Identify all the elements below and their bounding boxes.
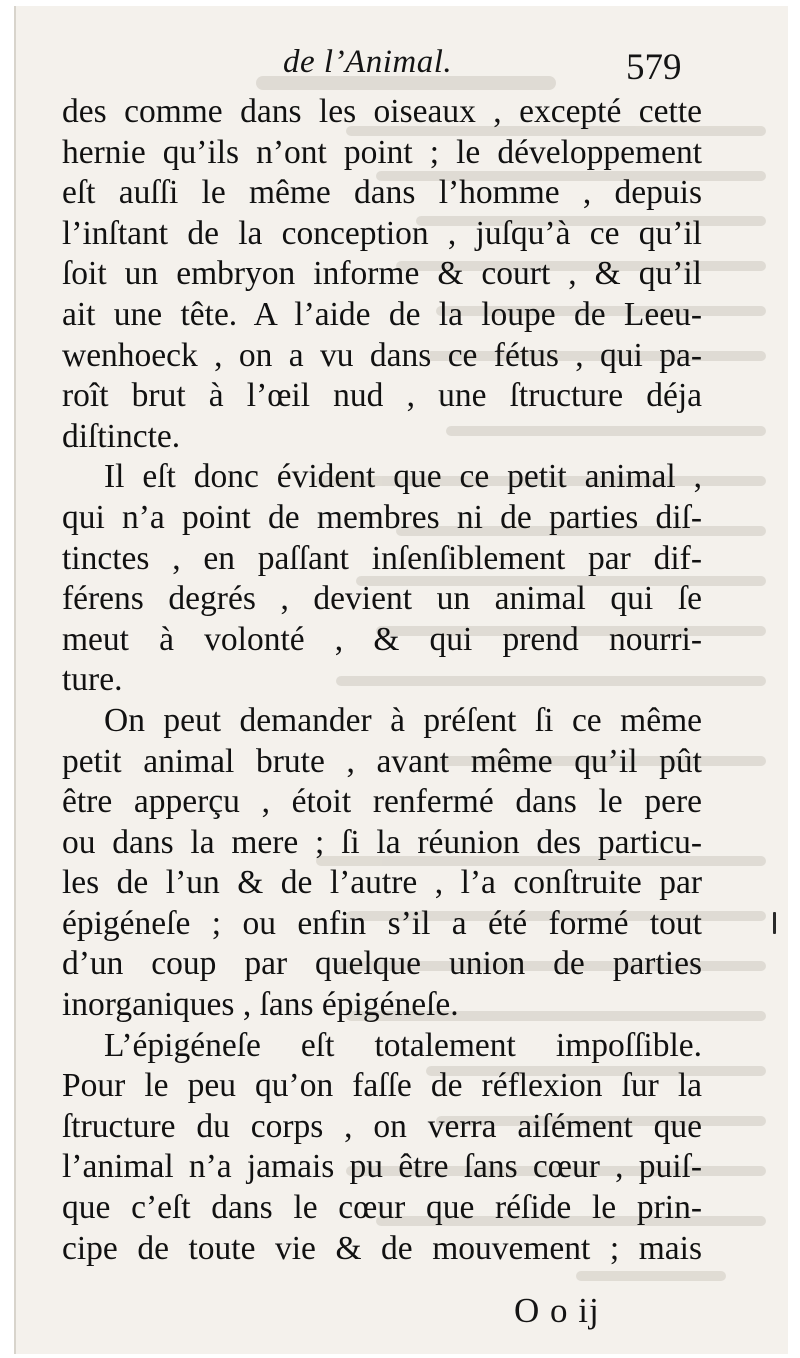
text-line: ou dans la mere ; ſi la réunion des particu- [62,823,702,861]
paragraph-4 [62,1026,702,1270]
text-line: ſtructure du corps , on verra aiſément que [62,1107,702,1145]
text-line: que c’eſt dans le cœur que réſide le prin- [62,1189,702,1227]
text-line: hernie qu’ils n’ont point ; le développement [62,133,702,171]
text-line: inorganiques , ſans épigéneſe. [62,986,459,1024]
paragraph-3 [62,701,702,1026]
text-line: cipe de toute vie & de mouvement ; mais [62,1229,702,1267]
page-number: 579 [626,47,682,88]
text-line: tinctes , en paſſant inſenſiblement par dif- [62,539,702,577]
text-line: ait une tête. A l’aide de la loupe de Leeu- [62,295,702,333]
text-line: férens degrés , devient un animal qui ſe [62,580,702,618]
signature-mark: O o ij [514,1291,600,1330]
text-line: petit animal brute , avant même qu’il pût [62,742,702,780]
text-line: épigéneſe ; ou enfin s’il a été formé tout [62,904,702,942]
text-line: Pour le peu qu’on faſſe de réflexion ſur la [62,1067,702,1105]
text-line: l’animal n’a jamais pu être ſans cœur , puiſ- [62,1148,702,1186]
text-line: eſt auſſi le même dans l’homme , depuis [62,174,702,212]
text-line: les de l’un & de l’autre , l’a conſtruite par [62,864,702,902]
text-line: wenhoeck , on a vu dans ce fétus , qui pa- [62,336,702,374]
text-line: ture. [62,661,123,699]
running-title: de l’Animal. [283,44,453,80]
body-text [62,92,702,1269]
text-line: ſoit un embryon informe & court , & qu’il [62,255,702,293]
text-line: diſtincte. [62,417,181,455]
text-line: d’un coup par quelque union de parties [62,945,702,983]
paragraph-2 [62,457,702,701]
paragraph-1 [62,92,702,457]
text-line: meut à volonté , & qui prend nourri- [62,620,702,658]
text-line: l’inſtant de la conception , juſqu’à ce qu’il [62,214,702,252]
text-line: On peut demander à préſent ſi ce même [104,701,702,739]
margin-mark [773,912,776,934]
text-line: Il eſt donc évident que ce petit animal , [104,458,702,496]
text-line: des comme dans les oiseaux , excepté cette [62,93,702,130]
text-line: qui n’a point de membres ni de parties diſ- [62,498,702,536]
text-line: roît brut à l’œil nud , une ſtructure déja [62,377,702,415]
text-line: L’épigéneſe eſt totalement impoſſible. [104,1026,702,1064]
text-line: être apperçu , étoit renfermé dans le pere [62,783,702,821]
